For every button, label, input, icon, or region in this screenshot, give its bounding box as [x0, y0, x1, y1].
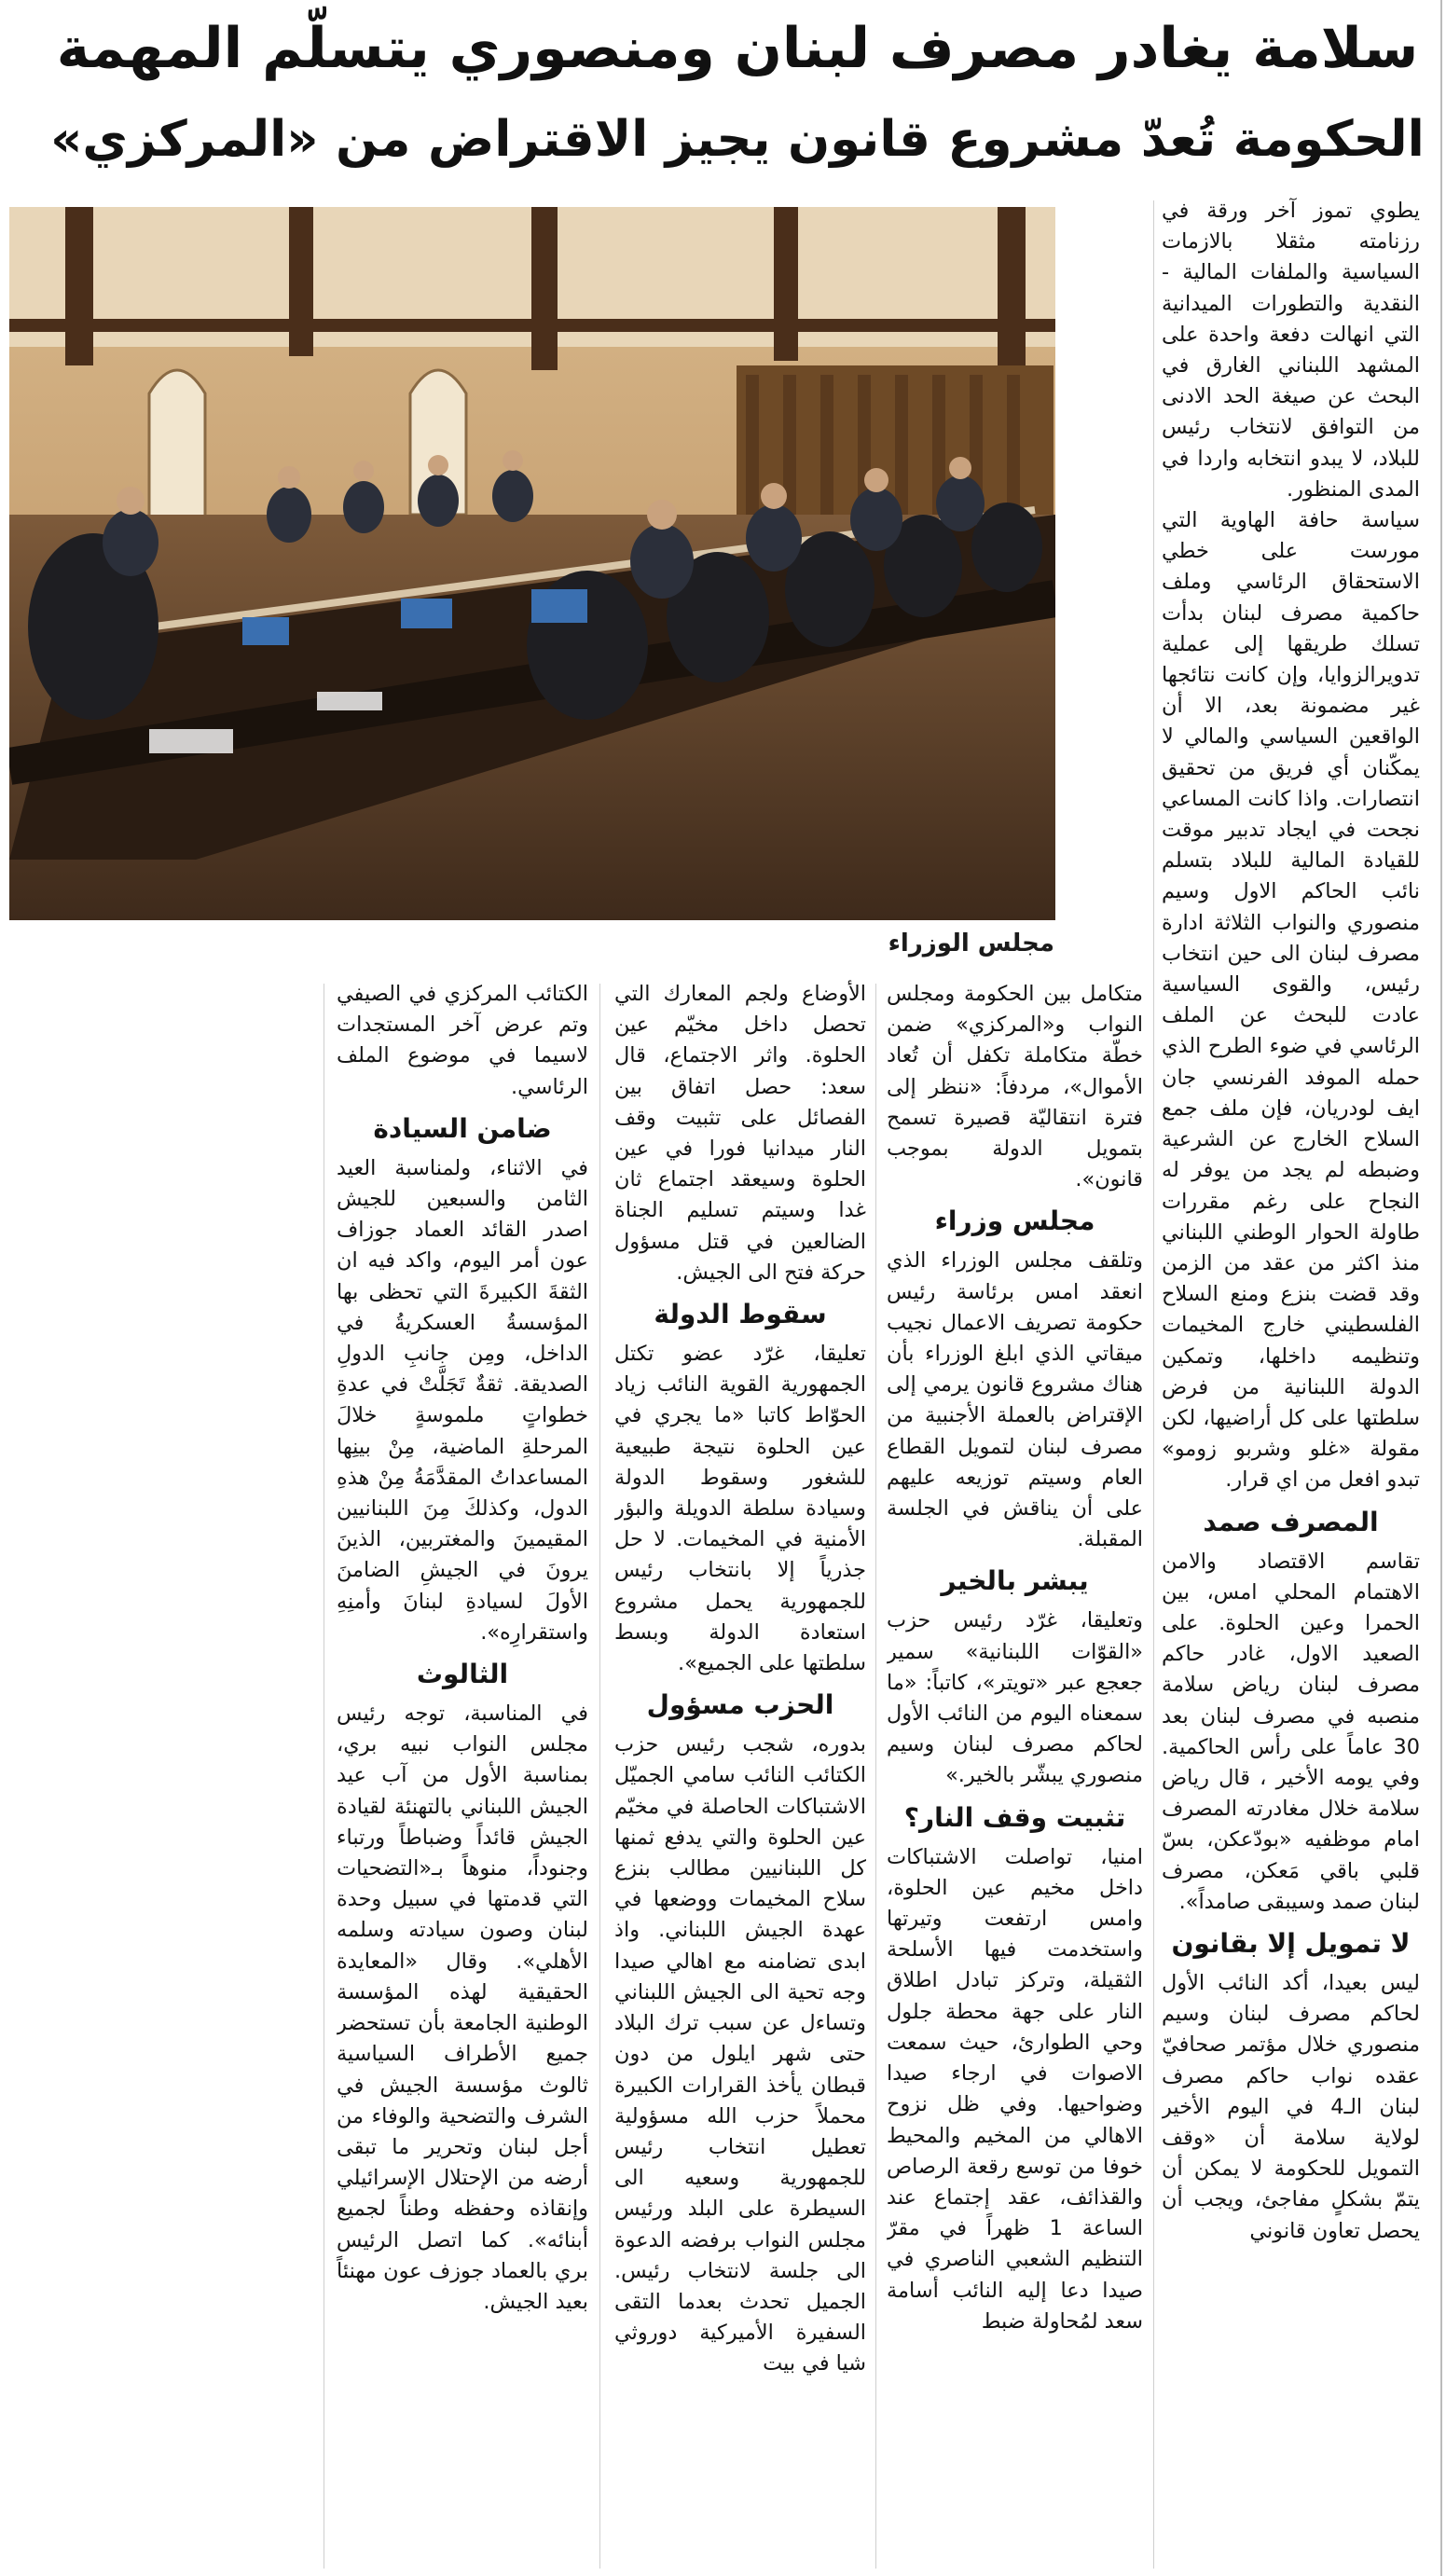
paragraph: في الاثناء، ولمناسبة العيد الثامن والسبعين للجيش اصدر القائد العماد جوزاف عون أمر اليوم، واكد فيه ان الثقةَ الكبيرةَ التي تحظى بها المؤسسةُ العسكريةُ في الداخل، ومِن جانبِ الدولِ الصديقة. ثقةٌ تَجَلَّتْ في عدةِ خطواتٍ ملموسةٍ خلالَ المرحلةِ الماضية، مِنْ بينِها المساعداتُ المقدَّمَةُ مِنْ هذهِ الدول، وكذلكَ مِنَ اللبنانيين المقيمينَ والمغتربين، الذينَ يرونَ في الجيشِ الضامنَ الأولَ لسيادةِ لبنانَ وأمنِهِ واستقرارِه».: [337, 1155, 588, 1645]
subheading: الحزب مسؤول: [646, 1689, 834, 1721]
paragraph: بدوره، شجب رئيس حزب الكتائب النائب سامي الجميّل الاشتباكات الحاصلة في مخيّم عين الحلوة والتي يدفع ثمنها كل اللبنانيين مطالب بنزع سلاح المخيمات ووضعها في عهدة الجيش اللبناني. واذ ابدى تضامنه مع اهالي صيدا وجه تحية الى الجيش اللبناني وتساءل عن سبب ترك البلاد حتى شهر ايلول من دون قبطان يأخذ القرارات الكبيرة محملاً حزب الله مسؤولية تعطيل انتخاب رئيس للجمهورية وسعيه الى السيطرة على البلد ورئيس مجلس النواب برفضه الدعوة الى جلسة لانتخاب رئيس. الجميل تحدث بعدما التقى السفيرة الأميركية دوروثي شيا في بيت: [614, 1732, 866, 2376]
meeting-room-illustration: [9, 207, 1055, 920]
paragraph: يطوي تموز آخر ورقة في رزنامته مثقلا بالازمات السياسية والملفات المالية - النقدية والتطورات الميدانية التي انهالت دفعة واحدة على المشهد اللبناني الغارق في البحث عن صيغة الحد الادنى من التوافق لانتخاب رئيس للبلاد، لا يبدو انتخابه واردا في المدى المنظور.: [1162, 199, 1420, 502]
article-column-1: [1162, 196, 1420, 2569]
paragraph: متكامل بين الحكومة ومجلس النواب و«المركزي» ضمن خطّة متكاملة تكفل أن تُعاد الأموال»، مردفاً: «ننظر إلى فترة انتقاليّة قصيرة تسمح بتمويل الدولة بموجب قانون».: [887, 982, 1143, 1192]
subheading: مجلس وزراء: [934, 1205, 1095, 1237]
paragraph: تعليقا، غرّد عضو تكتل الجمهورية القوية النائب زياد الحوّاط كاتبا «ما يجري في عين الحلوة نتيجة طبيعية للشغور وسقوط الدولة وسيادة سلطة الدويلة والبؤر الأمنية في المخيمات. لا حل جذرياً إلا بانتخاب رئيس للجمهورية يحمل مشروع استعادة الدولة وبسط سلطتها على الجميع».: [614, 1342, 866, 1676]
subheading: ضامن السيادة: [373, 1112, 552, 1144]
headline-line-2: الحكومة تُعدّ مشروع قانون يجيز الاقتراض من «المركزي»: [50, 111, 1425, 168]
paragraph: امنيا، تواصلت الاشتباكات داخل مخيم عين الحلوة، وامس ارتفعت وتيرتها واستخدمت فيها الأسلحة الثقيلة، وتركز تبادل اطلاق النار على جهة محطة جلول وحي الطوارئ، حيث سمعت الاصوات في ارجاء صيدا وضواحيها. وفي ظل نزوح الاهالي من المخيم والمحيط خوفا من توسع رقعة الرصاص والقذائف، عقد إجتماع عند الساعة 1 ظهراً في مقرّ التنظيم الشعبي الناصري في صيدا دعا إليه النائب أسامة سعد لمُحاولة ضبط: [887, 1844, 1143, 2334]
subheading: لا تمويل إلا بقانون: [1171, 1927, 1411, 1959]
column-divider: [1153, 200, 1154, 2569]
column-divider: [875, 984, 876, 2569]
paragraph: في المناسبة، توجه رئيس مجلس النواب نبيه بري، بمناسبة الأول من آب عيد الجيش اللبناني بالتهنئة لقيادة الجيش قائداً وضباطاً ورتباء وجنوداً، منوهاً بـ«التضحيات التي قدمتها في سبيل وحدة لبنان وصون سيادته وسلمه الأهلي». وقال «المعايدة الحقيقية لهذه المؤسسة الوطنية الجامعة بأن تستحضر جميع الأطراف السياسية ثالوث مؤسسة الجيش في الشرف والتضحية والوفاء من أجل لبنان وتحرير ما تبقى أرضه من الإحتلال الإسرائيلي وإنقاذه وحفظه وطناً لجميع أبنائه». كما اتصل الرئيس بري بالعماد جوزف عون مهنئاً بعيد الجيش.: [337, 1701, 588, 2314]
article-column-3: [614, 979, 866, 2569]
article-column-4: [337, 979, 588, 2569]
paragraph: وتلقف مجلس الوزراء الذي انعقد امس برئاسة رئيس حكومة تصريف الاعمال نجيب ميقاتي الذي ابلغ الوزراء بأن هناك مشروع قانون يرمي إلى الإقتراض بالعملة الأجنبية من مصرف لبنان لتمويل القطاع العام وسيتم توزيعه عليهم على أن يناقش في الجلسة المقبلة.: [887, 1248, 1143, 1552]
column-divider: [599, 984, 600, 2569]
column-divider: [1440, 0, 1442, 2576]
paragraph: تقاسم الاقتصاد والامن الاهتمام المحلي امس، بين الحمرا وعين الحلوة. على الصعيد الاول، غادر حاكم مصرف لبنان رياض سلامة منصبه في مصرف لبنان بعد 30 عاماً على رأس الحاكمية. وفي يومه الأخير ، قال رياض سلامة خلال مغادرته المصرف امام موظفيه «بودّعكن، بسّ قلبي باقي مَعكن، مصرف لبنان صمد وسيبقى صامداً».: [1162, 1549, 1420, 1914]
subheading: تثبيت وقف النار؟: [903, 1801, 1126, 1833]
subheading: الثالوث: [416, 1659, 509, 1690]
subheading: يبشر بالخير: [941, 1565, 1089, 1597]
subheading: المصرف صمد: [1203, 1506, 1379, 1537]
cabinet-meeting-photo: [9, 207, 1055, 920]
paragraph: الكتائب المركزي في الصيفي وتم عرض آخر المستجدات لاسيما في موضوع الملف الرئاسي.: [337, 982, 588, 1099]
article-column-2: [887, 979, 1143, 2569]
subheading: سقوط الدولة: [654, 1299, 827, 1330]
paragraph: وتعليقا، غرّد رئيس حزب «القوّات اللبنانية» سمير جعجع عبر «تويتر»، كاتباً: «ما سمعناه اليوم من النائب الأول لحاكم مصرف لبنان وسيم منصوري يبشّر بالخير.»: [887, 1608, 1143, 1788]
paragraph: سياسة حافة الهاوية التي مورست على خطي الاستحقاق الرئاسي وملف حاكمية مصرف لبنان بدأت تسلك طريقها إلى عملية تدويرالزوايا، وإن كانت نتائجها غير مضمونة بعد، الا أن الواقعين السياسي والمالي لا يمكّنان أي فريق من تحقيق انتصارات. واذا كانت المساعي نجحت في ايجاد تدبير موقت للقيادة المالية للبلاد بتسلم نائب الحاكم الاول وسيم منصوري والنواب الثلاثة ادارة مصرف لبنان الى حين انتخاب رئيس، والقوى السياسية عادت للبحث عن الملف الرئاسي في ضوء الطرح الذي حمله الموفد الفرنسي جان ايف لودريان، فإن ملف جمع السلاح الخارج عن الشرعية وضبطه لم يجد من يوفر له النجاح على رغم مقررات طاولة الحوار الوطني اللبناني منذ اكثر من عقد من الزمن وقد قضت بنزع ومنع السلاح الفلسطيني خارج المخيمات وتنظيمه داخلها، وتمكين الدولة اللبنانية من فرض سلطتها على كل أراضيها، لكن مقولة «غلو وشربو زومو» تبدو افعل من اي قرار.: [1162, 508, 1420, 1493]
headline-line-1: سلامة يغادر مصرف لبنان ومنصوري يتسلّم المهمة: [56, 16, 1419, 81]
paragraph: الأوضاع ولجم المعارك التي تحصل داخل مخيّم عين الحلوة. واثر الاجتماع، قال سعد: حصل اتفاق بين الفصائل على تثبيت وقف النار ميدانيا فورا في عين الحلوة وسيعقد اجتماع ثان غدا وسيتم تسليم الجناة الضالعين في قتل مسؤول حركة فتح الى الجيش.: [614, 982, 866, 1285]
photo-caption: مجلس الوزراء: [888, 930, 1054, 957]
paragraph: ليس بعيدا، أكد النائب الأول لحاكم مصرف لبنان وسيم منصوري خلال مؤتمر صحافيّ عقده نواب حاكم مصرف لبنان الـ4 في اليوم الأخير لولاية سلامة أن «وقف التمويل للحكومة لا يمكن أن يتمّ بشكلٍ مفاجئ، ويجب أن يحصل تعاون قانوني: [1162, 1970, 1420, 2243]
